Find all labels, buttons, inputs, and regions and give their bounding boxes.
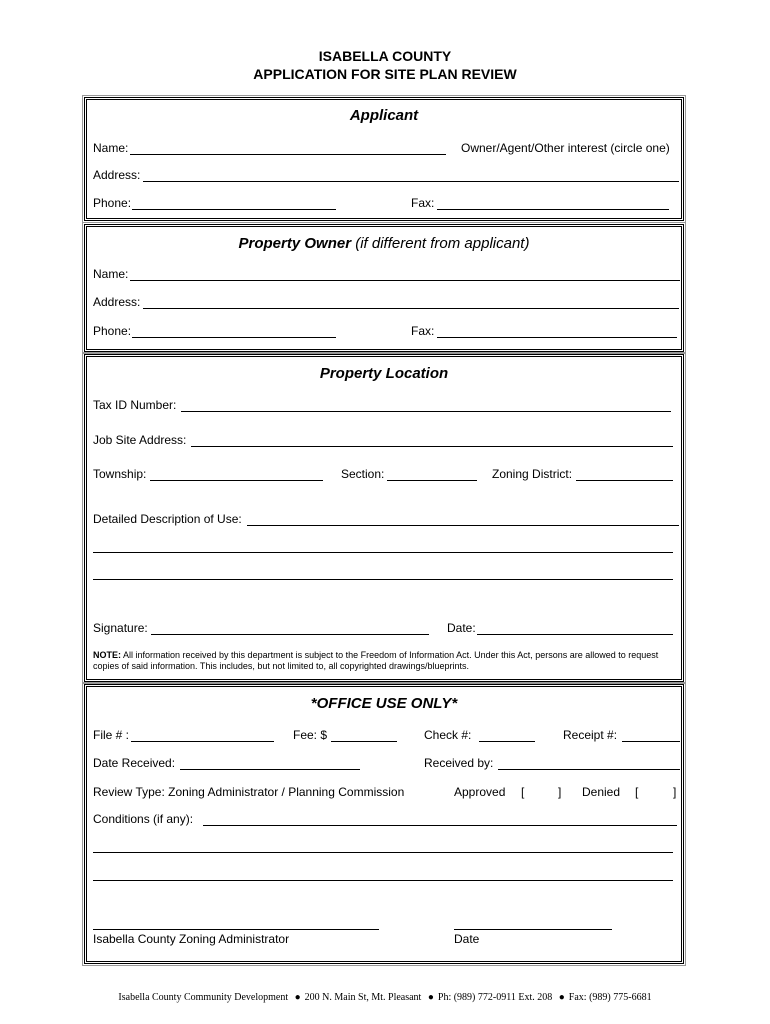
foia-note-bold: NOTE: — [93, 650, 121, 660]
received-by-label: Received by: — [424, 756, 494, 770]
receipt-number-field[interactable] — [622, 741, 680, 742]
applicant-address-label: Address: — [93, 168, 141, 182]
property-owner-section — [84, 224, 684, 352]
job-site-address-label: Job Site Address: — [93, 433, 187, 447]
section-label: Section: — [341, 467, 385, 481]
applicant-fax-field[interactable] — [437, 209, 669, 210]
township-label: Township: — [93, 467, 147, 481]
conditions-label: Conditions (if any): — [93, 812, 194, 826]
owner-fax-field[interactable] — [437, 337, 677, 338]
owner-phone-label: Phone: — [93, 324, 132, 338]
denied-bracket-open[interactable]: [ — [635, 785, 639, 799]
applicant-address-field[interactable] — [143, 181, 679, 182]
owner-name-label: Name: — [93, 267, 129, 281]
foia-note-text: All information received by this department is subject to the Freedom of Information Act. Under this Act, persons are allowed to request copies of said information. This includes, but not limited to, all copyrighted drawings/blueprints. — [93, 650, 659, 671]
receipt-number-label: Receipt #: — [563, 728, 618, 742]
property-owner-heading-text: Property Owner — [238, 235, 352, 252]
administrator-signature-line[interactable] — [93, 929, 379, 930]
bullet-icon: ● — [558, 992, 565, 1003]
date-received-label: Date Received: — [93, 756, 176, 770]
administrator-label: Isabella County Zoning Administrator — [93, 932, 290, 946]
bullet-icon: ● — [294, 992, 301, 1003]
approved-bracket-open[interactable]: [ — [521, 785, 525, 799]
signature-field[interactable] — [151, 634, 429, 635]
signature-date-label: Date: — [447, 621, 476, 635]
property-owner-heading-note: (if different from applicant) — [355, 235, 530, 252]
conditions-line-2[interactable] — [93, 852, 673, 853]
office-use-heading: *OFFICE USE ONLY* — [310, 695, 458, 712]
applicant-phone-label: Phone: — [93, 196, 132, 210]
form-title: APPLICATION FOR SITE PLAN REVIEW — [253, 66, 517, 82]
signature-date-field[interactable] — [477, 634, 673, 635]
office-use-section — [84, 684, 684, 964]
zoning-district-field[interactable] — [576, 480, 673, 481]
applicant-name-label: Name: — [93, 141, 129, 155]
footer-fax: Fax: (989) 775-6681 — [568, 992, 652, 1003]
check-number-label: Check #: — [424, 728, 472, 742]
footer-phone: Ph: (989) 772-0911 Ext. 208 — [437, 992, 553, 1003]
date-received-field[interactable] — [180, 769, 360, 770]
applicant-phone-field[interactable] — [132, 209, 336, 210]
tax-id-field[interactable] — [181, 411, 671, 412]
owner-address-label: Address: — [93, 295, 141, 309]
description-line-2[interactable] — [93, 552, 673, 553]
section-field[interactable] — [387, 480, 477, 481]
applicant-fax-label: Fax: — [411, 196, 435, 210]
review-type-label: Review Type: Zoning Administrator / Planning Commission — [93, 785, 405, 799]
conditions-line-3[interactable] — [93, 880, 673, 881]
conditions-field[interactable] — [203, 825, 677, 826]
description-of-use-label: Detailed Description of Use: — [93, 512, 242, 526]
administrator-date-label: Date — [454, 932, 480, 946]
applicant-heading: Applicant — [349, 107, 419, 124]
administrator-date-line[interactable] — [454, 929, 612, 930]
denied-bracket-close[interactable]: ] — [673, 785, 677, 799]
footer-org: Isabella County Community Development — [118, 992, 289, 1003]
applicant-name-field[interactable] — [130, 154, 446, 155]
property-owner-heading — [87, 235, 681, 252]
job-site-address-field[interactable] — [191, 446, 673, 447]
township-field[interactable] — [150, 480, 323, 481]
file-number-field[interactable] — [131, 741, 274, 742]
bullet-icon: ● — [427, 992, 434, 1003]
description-line-3[interactable] — [93, 579, 673, 580]
approved-bracket-close[interactable]: ] — [558, 785, 562, 799]
approved-label: Approved — [454, 785, 506, 799]
foia-note — [93, 650, 679, 672]
owner-address-field[interactable] — [143, 308, 679, 309]
received-by-field[interactable] — [498, 769, 680, 770]
fee-field[interactable] — [331, 741, 397, 742]
applicant-interest-label: Owner/Agent/Other interest (circle one) — [461, 141, 670, 155]
fee-label: Fee: $ — [293, 728, 328, 742]
owner-fax-label: Fax: — [411, 324, 435, 338]
description-of-use-field[interactable] — [247, 525, 679, 526]
applicant-section — [84, 97, 684, 221]
property-location-heading: Property Location — [319, 365, 449, 382]
tax-id-label: Tax ID Number: — [93, 398, 177, 412]
file-number-label: File # : — [93, 728, 130, 742]
owner-name-field[interactable] — [130, 280, 680, 281]
zoning-district-label: Zoning District: — [492, 467, 573, 481]
check-number-field[interactable] — [479, 741, 535, 742]
signature-label: Signature: — [93, 621, 148, 635]
owner-phone-field[interactable] — [132, 337, 336, 338]
footer-address: 200 N. Main St, Mt. Pleasant — [304, 992, 422, 1003]
property-location-section — [84, 354, 684, 682]
denied-label: Denied — [582, 785, 621, 799]
footer — [0, 992, 770, 1003]
form-title-county: ISABELLA COUNTY — [318, 48, 452, 64]
